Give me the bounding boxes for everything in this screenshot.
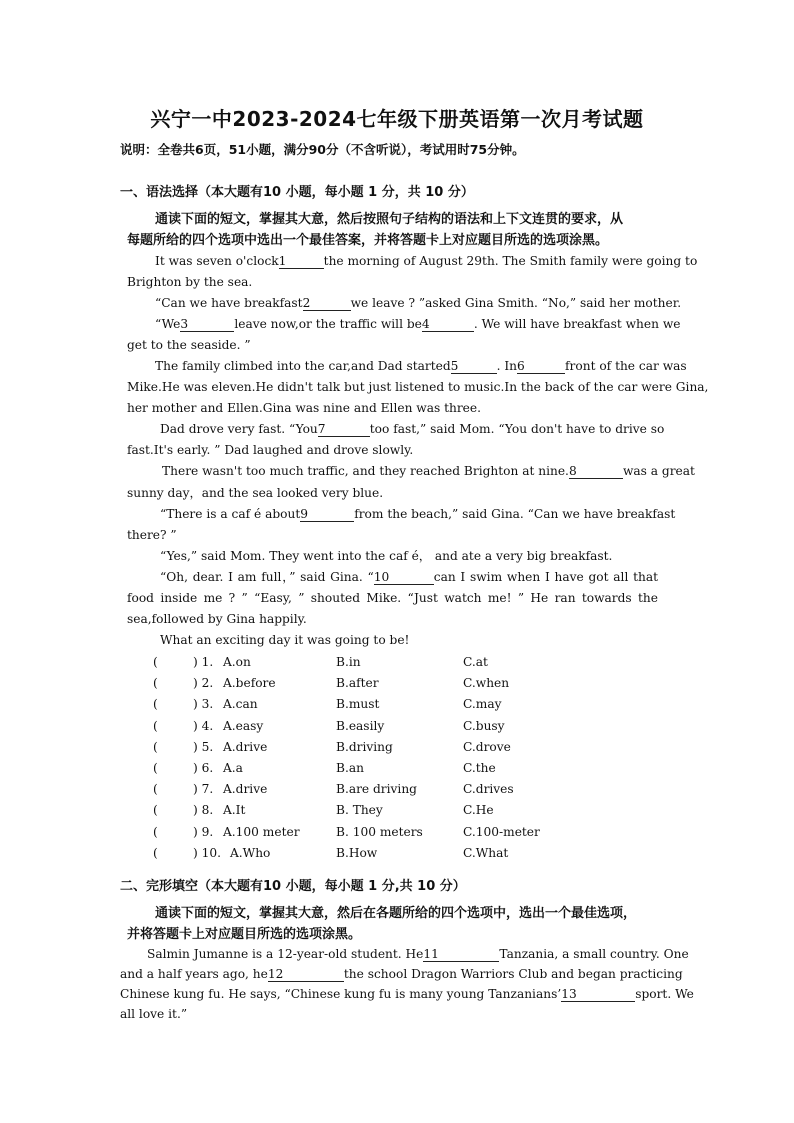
passage1-line: “We3 leave now,or the traffic will be4 . We will have breakfast when we <box>155 317 681 331</box>
section2-instruction-line1: 通读下面的短文，掌握其大意，然后在各题所给的四个选项中，选出一个最佳选项， <box>155 906 637 921</box>
option-b[interactable]: B.in <box>336 655 361 669</box>
option-a[interactable]: A.can <box>223 697 258 712</box>
option-c[interactable]: C.drove <box>463 739 511 754</box>
blank-10[interactable]: 10 <box>374 570 434 585</box>
option-c[interactable]: C.may <box>463 697 502 712</box>
passage2-line: Salmin Jumanne is a 12-year-old student. He11 Tanzania, a small country. One <box>147 947 689 961</box>
option-b[interactable]: B. 100 meters <box>336 824 423 839</box>
option-row <box>153 761 693 782</box>
answer-paren[interactable]: ( <box>153 718 158 733</box>
option-a[interactable]: A.It <box>223 803 246 818</box>
option-c[interactable]: C.100-meter <box>463 824 540 839</box>
option-row <box>153 697 693 718</box>
option-b[interactable]: B.are driving <box>336 782 417 797</box>
passage1-line: get to the seaside. ” <box>127 338 251 352</box>
blank-11[interactable]: 11 <box>423 947 499 962</box>
option-b[interactable]: B.an <box>336 761 364 775</box>
option-c[interactable]: C.when <box>463 676 510 691</box>
option-row <box>153 846 693 867</box>
passage1-line: The family climbed into the car,and Dad started5 . In6 front of the car was <box>155 359 687 373</box>
option-b[interactable]: B.easily <box>336 718 385 733</box>
question-number: ) 3. <box>193 697 214 712</box>
page-title: 兴宁一中2023-2024七年级下册英语第一次月考试题 <box>150 107 644 131</box>
passage1-line: “Can we have breakfast2 we leave ? ”asked Gina Smith. “No,” said her mother. <box>155 296 682 310</box>
option-row <box>153 676 693 697</box>
answer-paren[interactable]: ( <box>153 761 158 775</box>
passage2-line: Chinese kung fu. He says, “Chinese kung fu is many young Tanzanians’13 sport. We <box>120 987 694 1001</box>
answer-paren[interactable]: ( <box>153 655 158 669</box>
passage1-line: sea,followed by Gina happily. <box>127 612 307 626</box>
question-number: ) 4. <box>193 718 214 733</box>
passage1-line: her mother and Ellen.Gina was nine and Ellen was three. <box>127 401 481 415</box>
option-row <box>153 740 693 761</box>
section2-heading: 二、完形填空（本大题有10 小题，每小题 1 分,共 10 分） <box>120 879 466 894</box>
option-row <box>153 655 693 676</box>
passage1-line: Brighton by the sea. <box>127 275 253 289</box>
passage1-line: There wasn't too much traffic, and they reached Brighton at nine.8 was a great <box>162 464 695 478</box>
blank-2[interactable]: 2 <box>303 296 351 311</box>
passage1-line: sunny day，and the sea looked very blue. <box>127 486 384 500</box>
question-number: ) 9. <box>193 824 214 839</box>
answer-paren[interactable]: ( <box>153 782 158 797</box>
option-c[interactable]: C.the <box>463 761 496 775</box>
blank-9[interactable]: 9 <box>300 507 354 522</box>
blank-13[interactable]: 13 <box>561 987 635 1002</box>
section2-instruction-line2: 并将答题卡上对应题目所选的选项涂黑。 <box>127 927 362 942</box>
option-b[interactable]: B.driving <box>336 739 393 754</box>
question-number: ) 10. <box>193 845 222 860</box>
blank-5[interactable]: 5 <box>451 359 497 374</box>
option-a[interactable]: A.100 meter <box>223 824 300 839</box>
passage2-line: and a half years ago, he12 the school Dragon Warriors Club and began practicing <box>120 967 683 981</box>
section1-instruction-line2: 每题所给的四个选项中选出一个最佳答案，并将答题卡上对应题目所选的选项涂黑。 <box>127 233 609 248</box>
option-c[interactable]: C.busy <box>463 718 505 733</box>
option-a[interactable]: A.on <box>223 655 251 669</box>
option-a[interactable]: A.a <box>223 761 243 775</box>
passage1-line: What an exciting day it was going to be! <box>160 633 410 647</box>
passage1-line: fast.It's early. ” Dad laughed and drove slowly. <box>127 443 414 457</box>
question-number: ) 1. <box>193 655 214 669</box>
answer-paren[interactable]: ( <box>153 676 158 691</box>
passage1-line: Mike.He was eleven.He didn't talk but just listened to music.In the back of the car were Gina, <box>127 380 709 394</box>
option-c[interactable]: C.What <box>463 845 509 860</box>
section1-heading: 一、语法选择（本大题有10 小题，每小题 1 分，共 10 分） <box>120 185 474 200</box>
blank-6[interactable]: 6 <box>517 359 565 374</box>
option-b[interactable]: B.after <box>336 676 379 691</box>
option-row <box>153 782 693 803</box>
passage1-line: Dad drove very fast. “You7 too fast,” said Mom. “You don't have to drive so <box>160 422 665 436</box>
option-a[interactable]: A.easy <box>223 718 264 733</box>
question-number: ) 2. <box>193 676 214 691</box>
passage1-line: It was seven o'clock1 the morning of August 29th. The Smith family were going to <box>155 254 698 268</box>
option-c[interactable]: C.He <box>463 803 494 818</box>
option-b[interactable]: B.must <box>336 697 380 712</box>
answer-paren[interactable]: ( <box>153 697 158 712</box>
option-row <box>153 803 693 824</box>
blank-4[interactable]: 4 <box>422 317 474 332</box>
passage1-line: “Yes,” said Mom. They went into the caf é， and ate a very big breakfast. <box>160 549 613 563</box>
option-row <box>153 825 693 846</box>
question-number: ) 6. <box>193 761 214 775</box>
answer-paren[interactable]: ( <box>153 739 158 754</box>
answer-paren[interactable]: ( <box>153 803 158 818</box>
option-b[interactable]: B. They <box>336 803 383 818</box>
blank-7[interactable]: 7 <box>318 422 370 437</box>
option-a[interactable]: A.drive <box>223 782 268 797</box>
blank-12[interactable]: 12 <box>268 967 344 982</box>
question-number: ) 5. <box>193 739 214 754</box>
question-number: ) 7. <box>193 782 214 797</box>
question-number: ) 8. <box>193 803 214 818</box>
section1-instruction-line1: 通读下面的短文，掌握其大意，然后按照句子结构的语法和上下文连贯的要求，从 <box>155 212 624 227</box>
option-b[interactable]: B.How <box>336 845 378 860</box>
passage1-line: there? ” <box>127 528 177 542</box>
passage2-line: all love it.” <box>120 1007 188 1021</box>
option-c[interactable]: C.at <box>463 655 488 669</box>
blank-8[interactable]: 8 <box>569 464 623 479</box>
blank-3[interactable]: 3 <box>180 317 234 332</box>
passage1-line: “Oh, dear. I am full，” said Gina. “10 can I swim when I have got all that <box>160 570 658 584</box>
option-c[interactable]: C.drives <box>463 782 514 797</box>
option-row <box>153 719 693 740</box>
option-a[interactable]: A.drive <box>223 739 268 754</box>
answer-paren[interactable]: ( <box>153 824 158 839</box>
blank-1[interactable]: 1 <box>279 254 324 269</box>
exam-note: 说明：全卷共6页，51小题，满分90分（不含听说），考试用时75分钟。 <box>120 142 525 157</box>
option-a[interactable]: A.Who <box>230 845 271 860</box>
passage1-line: food inside me ? ” “Easy, ” shouted Mike. “Just watch me! ” He ran towards the <box>127 591 658 605</box>
answer-paren[interactable]: ( <box>153 845 158 860</box>
option-a[interactable]: A.before <box>223 676 276 691</box>
passage1-line: “There is a caf é about9 from the beach,” said Gina. “Can we have breakfast <box>160 507 676 521</box>
